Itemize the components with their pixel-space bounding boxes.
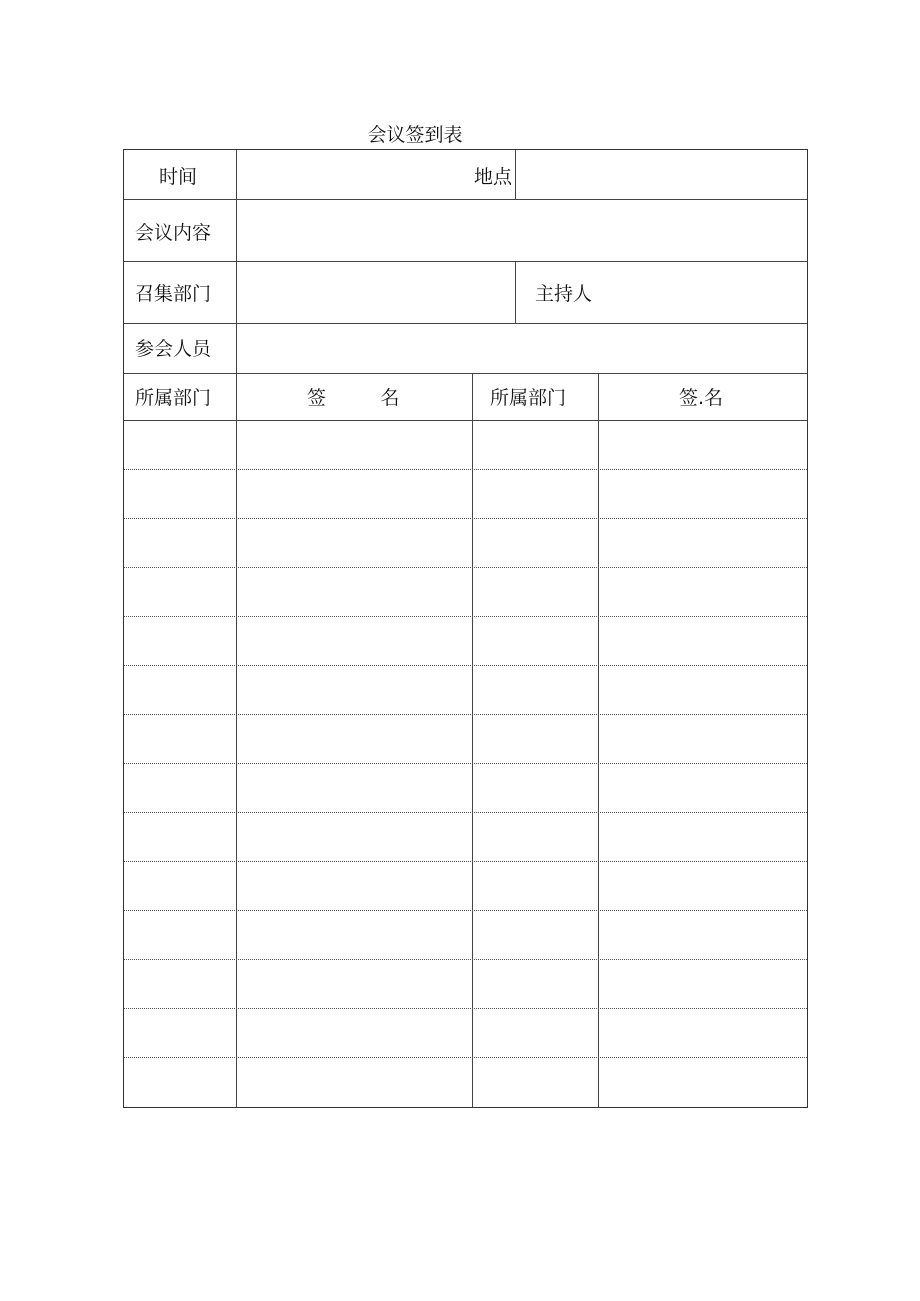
signature-cell[interactable] [237, 715, 472, 763]
department-cell[interactable] [124, 1058, 236, 1106]
signature-cell[interactable] [599, 862, 807, 910]
signature-cell[interactable] [237, 911, 472, 959]
department-cell[interactable] [473, 813, 598, 861]
table-row [124, 862, 807, 910]
signature-cell[interactable] [237, 470, 472, 518]
department-cell[interactable] [124, 666, 236, 714]
signature-cell[interactable] [599, 617, 807, 665]
signature-cell[interactable] [237, 666, 472, 714]
department-cell[interactable] [473, 911, 598, 959]
location-field[interactable] [516, 150, 807, 199]
attendees-label: 参会人员 [135, 338, 212, 360]
department-cell[interactable] [473, 470, 598, 518]
department-cell[interactable] [124, 911, 236, 959]
divider [124, 373, 807, 374]
signature-cell[interactable] [599, 911, 807, 959]
department-cell[interactable] [473, 1009, 598, 1057]
signature-cell[interactable] [237, 960, 472, 1008]
signature-cell[interactable] [599, 421, 807, 469]
table-row [124, 1009, 807, 1057]
department-cell[interactable] [124, 813, 236, 861]
signature-cell[interactable] [237, 862, 472, 910]
department-cell[interactable] [473, 764, 598, 812]
signature-cell[interactable] [599, 1058, 807, 1106]
signature-cell[interactable] [599, 568, 807, 616]
department-cell[interactable] [124, 568, 236, 616]
department-cell[interactable] [473, 960, 598, 1008]
page-title: 会议签到表 [367, 124, 463, 146]
signature-cell[interactable] [237, 1009, 472, 1057]
table-row [124, 470, 807, 518]
department-cell[interactable] [124, 421, 236, 469]
host-label: 主持人 [535, 283, 593, 305]
department-cell[interactable] [473, 666, 598, 714]
table-row [124, 666, 807, 714]
host-field[interactable] [604, 262, 807, 323]
department-cell[interactable] [473, 568, 598, 616]
signin-form [123, 149, 808, 1108]
department-cell[interactable] [473, 617, 598, 665]
table-row [124, 617, 807, 665]
department-cell[interactable] [473, 715, 598, 763]
table-row [124, 1058, 807, 1106]
signature-cell[interactable] [237, 1058, 472, 1106]
content-field[interactable] [237, 200, 807, 261]
table-row [124, 911, 807, 959]
signature-cell[interactable] [599, 764, 807, 812]
table-row [124, 421, 807, 469]
column-header-department: 所属部门 [135, 387, 212, 409]
table-row [124, 813, 807, 861]
signature-cell[interactable] [237, 421, 472, 469]
department-cell[interactable] [124, 1009, 236, 1057]
department-cell[interactable] [124, 764, 236, 812]
signature-cell[interactable] [599, 1009, 807, 1057]
department-cell[interactable] [473, 1058, 598, 1106]
content-label: 会议内容 [135, 222, 212, 244]
department-field[interactable] [237, 262, 515, 323]
department-cell[interactable] [473, 519, 598, 567]
table-row [124, 960, 807, 1008]
signature-cell[interactable] [599, 666, 807, 714]
column-header-department: 所属部门 [490, 387, 567, 409]
department-cell[interactable] [473, 862, 598, 910]
department-label: 召集部门 [135, 283, 212, 305]
column-header-signature: 签.名 [679, 387, 724, 409]
signature-cell[interactable] [237, 519, 472, 567]
column-header-signature: 签 名 [307, 387, 400, 409]
table-row [124, 568, 807, 616]
signature-cell[interactable] [237, 813, 472, 861]
department-cell[interactable] [124, 617, 236, 665]
signature-cell[interactable] [599, 960, 807, 1008]
department-cell[interactable] [124, 960, 236, 1008]
location-label: 地点 [474, 166, 513, 188]
table-row [124, 715, 807, 763]
divider [515, 261, 516, 323]
signature-cell[interactable] [599, 519, 807, 567]
department-cell[interactable] [124, 862, 236, 910]
signature-cell[interactable] [237, 617, 472, 665]
table-row [124, 764, 807, 812]
department-cell[interactable] [124, 470, 236, 518]
department-cell[interactable] [473, 421, 598, 469]
attendees-field[interactable] [237, 324, 807, 373]
time-label: 时间 [159, 166, 198, 188]
signature-cell[interactable] [599, 715, 807, 763]
department-cell[interactable] [124, 715, 236, 763]
department-cell[interactable] [124, 519, 236, 567]
signature-cell[interactable] [599, 813, 807, 861]
signature-cell[interactable] [237, 764, 472, 812]
table-row [124, 519, 807, 567]
signature-cell[interactable] [599, 470, 807, 518]
signature-cell[interactable] [237, 568, 472, 616]
